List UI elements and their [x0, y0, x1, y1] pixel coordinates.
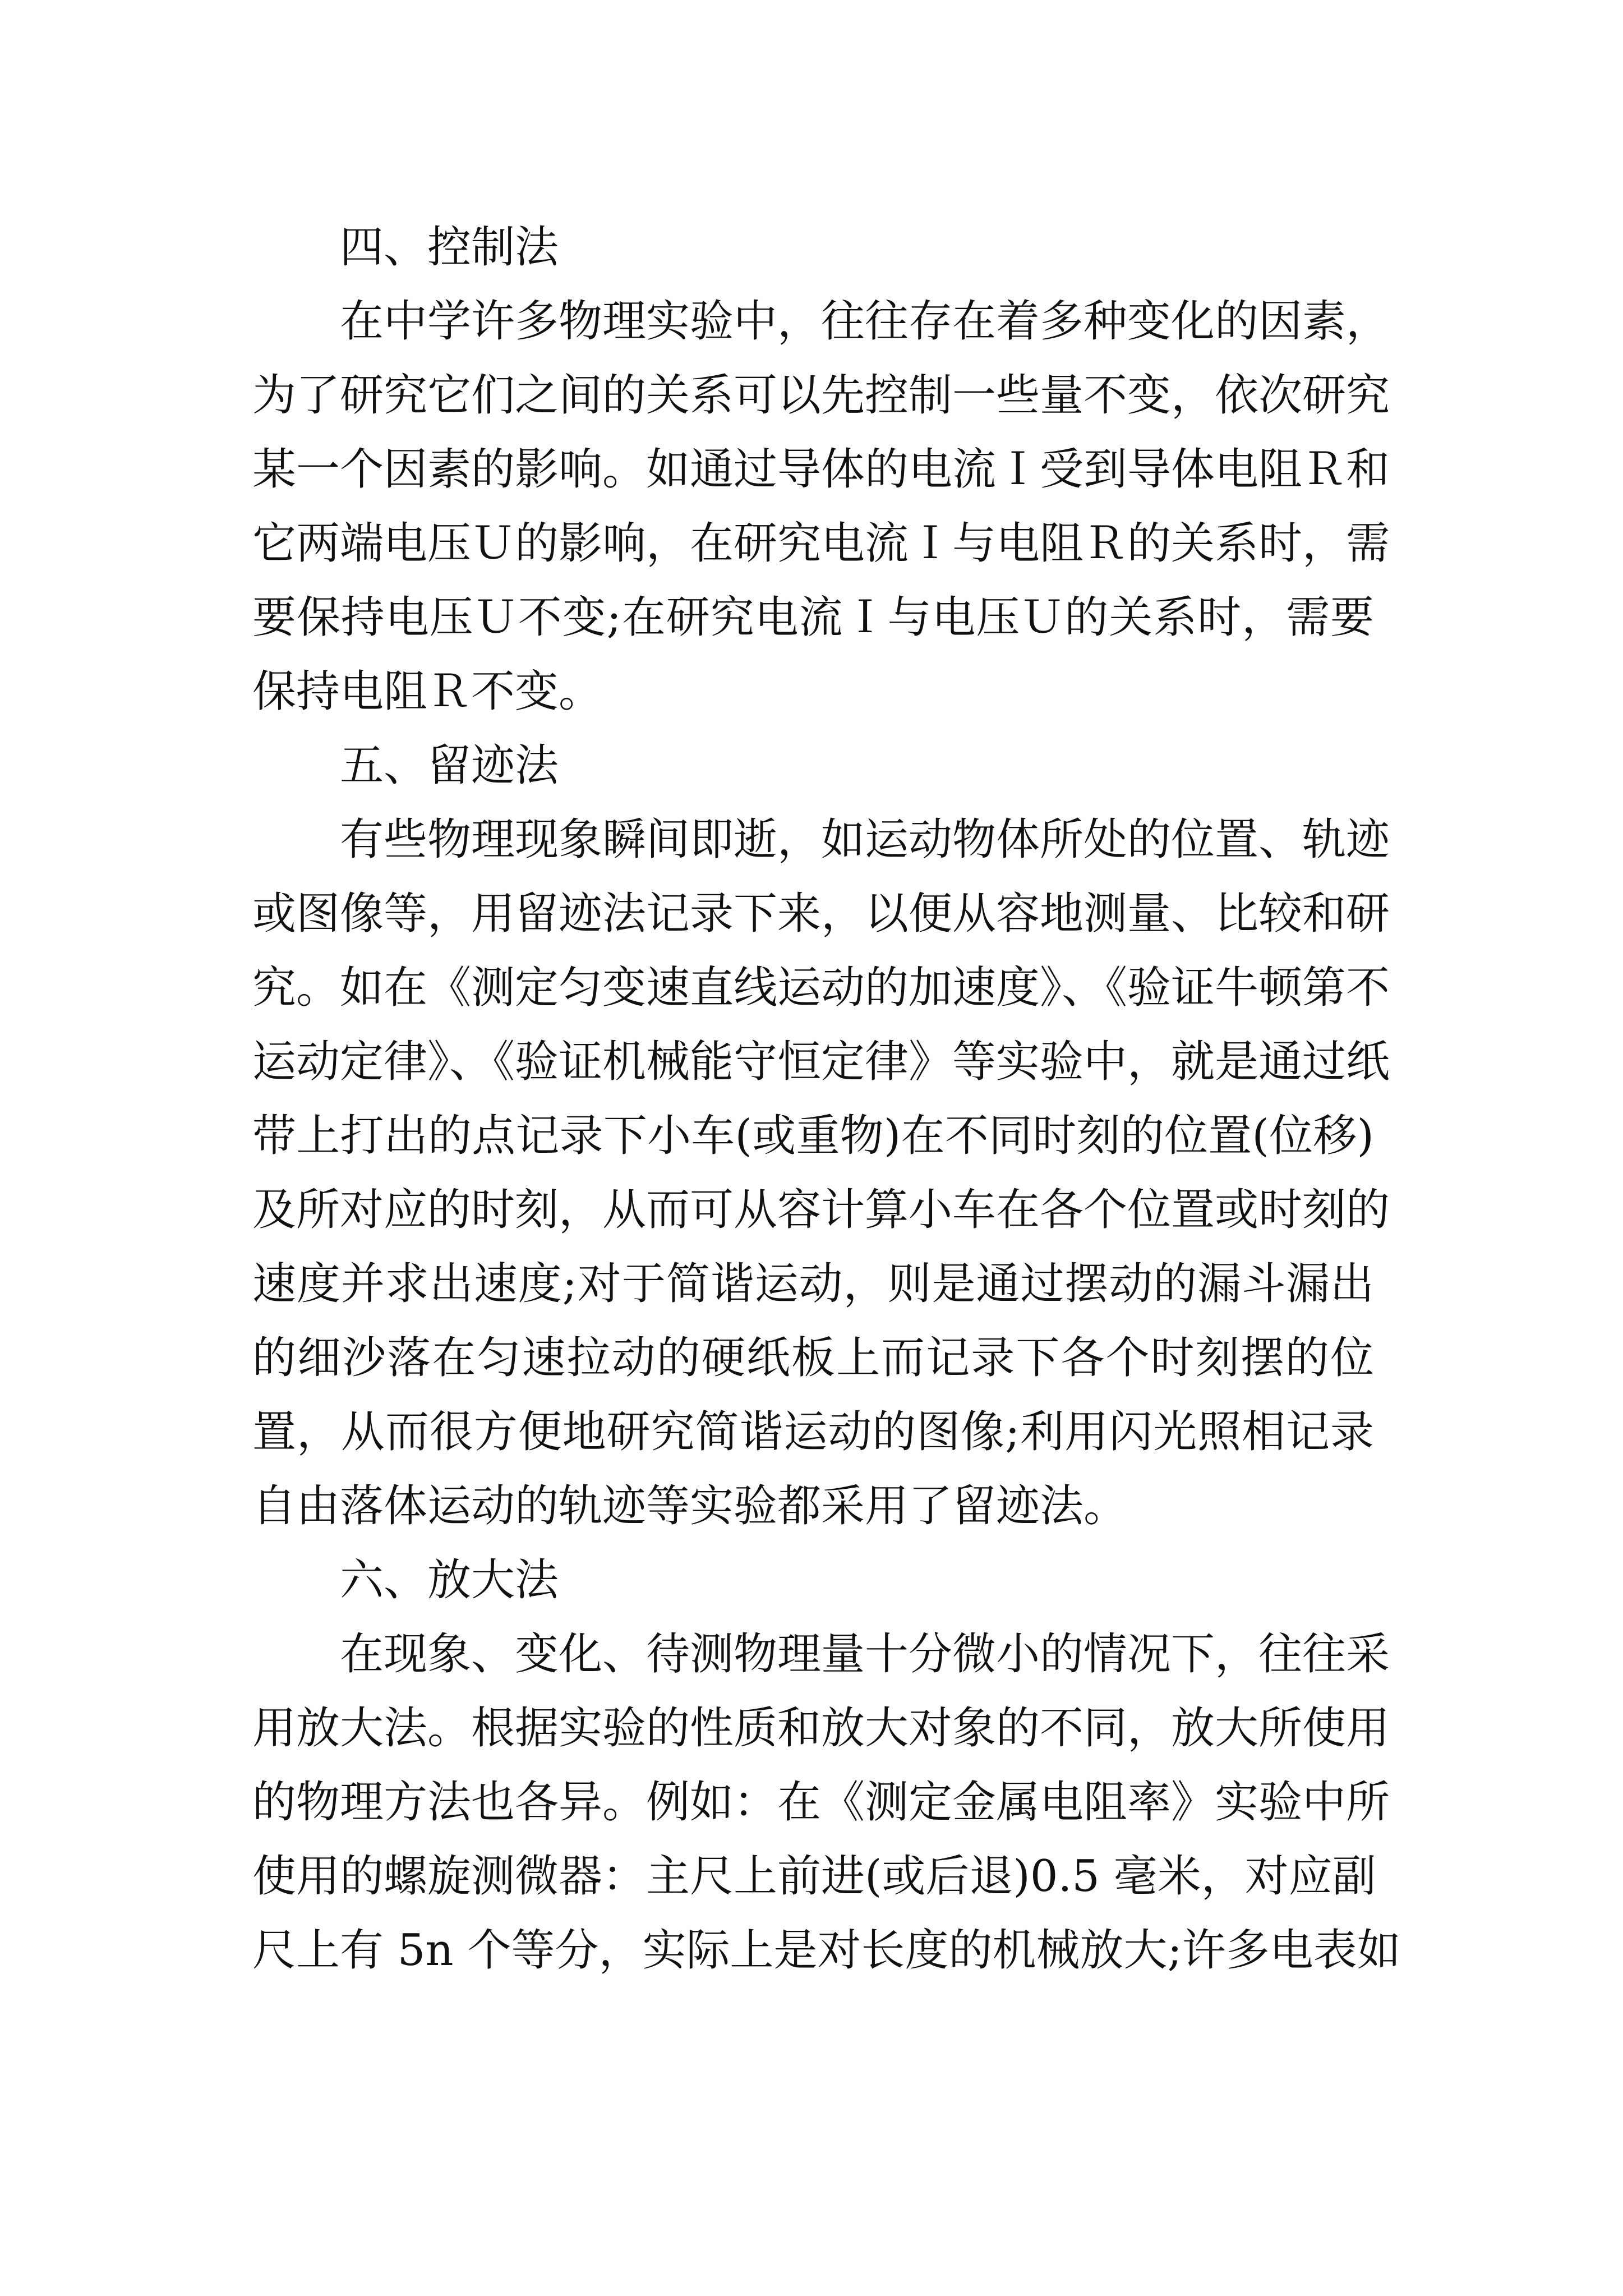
section-heading-control: 四、控制法 — [340, 222, 559, 273]
document-body — [252, 210, 1401, 1987]
paragraph-line: 的物理方法也各异。例如：在《测定金属电阻率》实验中所 — [252, 1777, 1390, 1828]
paragraph-line: 用放大法。根据实验的性质和放大对象的不同，放大所使用 — [252, 1703, 1390, 1754]
paragraph-line: 尺上有 5n 个等分，实际上是对长度的机械放大;许多电表如 — [252, 1925, 1401, 1976]
paragraph-line: 及所对应的时刻，从而可从容计算小车在各个位置或时刻的 — [252, 1185, 1390, 1235]
paragraph-line: 为了研究它们之间的关系可以先控制一些量不变，依次研究 — [252, 370, 1390, 421]
section-heading-trace: 五、留迹法 — [340, 740, 559, 791]
paragraph-line: 保持电阻Ｒ不变。 — [252, 666, 603, 717]
paragraph-line: 在现象、变化、待测物理量十分微小的情况下，往往采 — [340, 1629, 1390, 1680]
paragraph-line: 运动定律》、《验证机械能守恒定律》等实验中，就是通过纸 — [252, 1037, 1390, 1087]
paragraph-line: 速度并求出速度;对于简谐运动，则是通过摆动的漏斗漏出 — [252, 1259, 1374, 1309]
paragraph-line: 置，从而很方便地研究简谐运动的图像;利用闪光照相记录 — [252, 1407, 1374, 1457]
paragraph-line: 究。如在《测定匀变速直线运动的加速度》、《验证牛顿第不 — [252, 963, 1390, 1013]
paragraph-line: 某一个因素的影响。如通过导体的电流Ｉ受到导体电阻Ｒ和 — [252, 444, 1390, 495]
paragraph-line: 带上打出的点记录下小车(或重物)在不同时刻的位置(位移) — [252, 1111, 1374, 1161]
paragraph-line: 它两端电压Ｕ的影响，在研究电流Ｉ与电阻Ｒ的关系时，需 — [252, 518, 1390, 569]
paragraph-line: 或图像等，用留迹法记录下来，以便从容地测量、比较和研 — [252, 889, 1390, 939]
paragraph-line: 的细沙落在匀速拉动的硬纸板上而记录下各个时刻摆的位 — [252, 1333, 1374, 1383]
paragraph-line: 在中学许多物理实验中，往往存在着多种变化的因素， — [340, 296, 1390, 347]
section-heading-magnify: 六、放大法 — [340, 1555, 559, 1605]
paragraph-line: 使用的螺旋测微器：主尺上前进(或后退)0.5 毫米，对应副 — [252, 1851, 1376, 1902]
paragraph-line: 要保持电压Ｕ不变;在研究电流Ｉ与电压Ｕ的关系时，需要 — [252, 592, 1374, 643]
paragraph-line: 自由落体运动的轨迹等实验都采用了留迹法。 — [252, 1481, 1128, 1531]
paragraph-line: 有些物理现象瞬间即逝，如运动物体所处的位置、轨迹 — [340, 815, 1390, 865]
